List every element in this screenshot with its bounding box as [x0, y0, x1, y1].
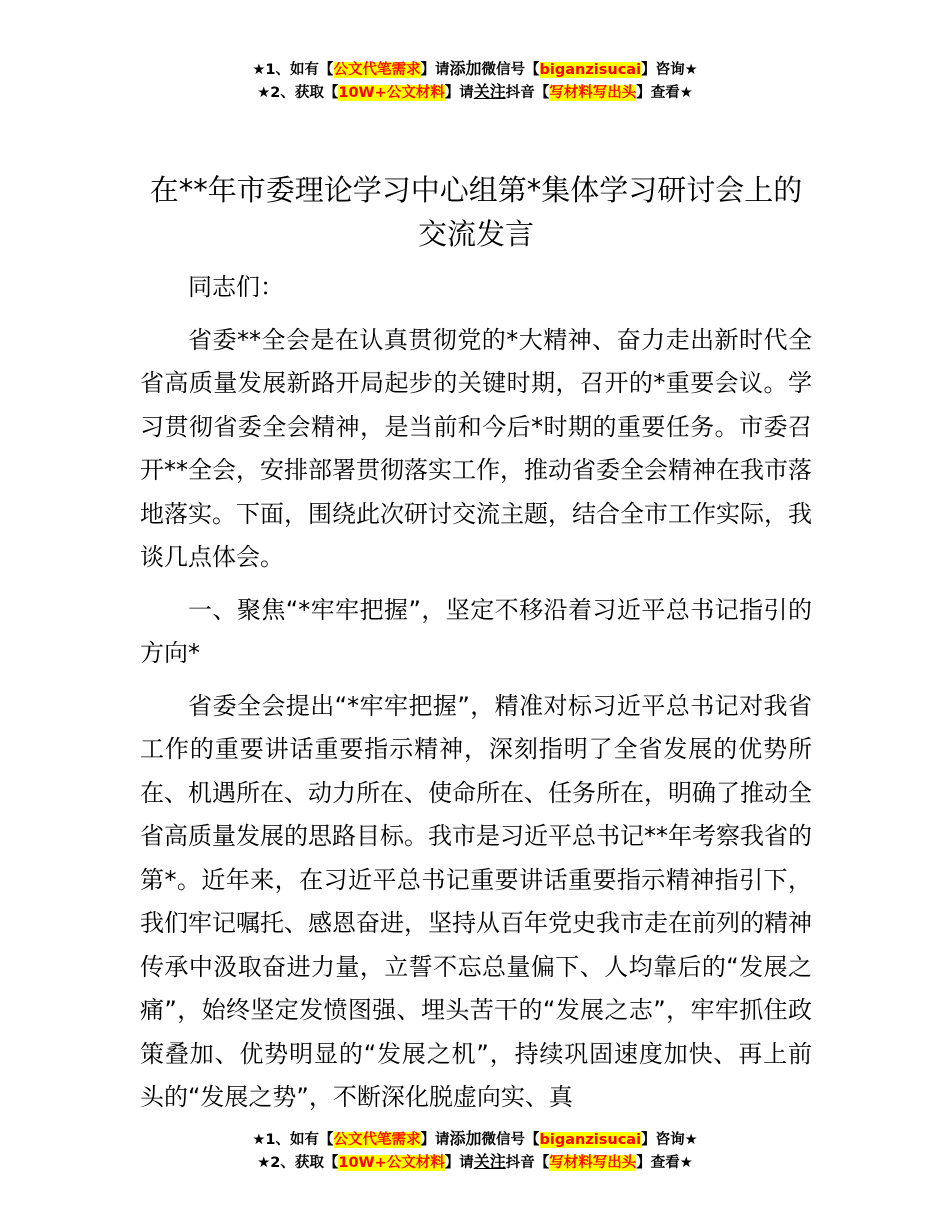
salutation: 同志们：: [188, 273, 284, 301]
document-title: 在**年市委理论学习中心组第*集体学习研讨会上的交流发言: [149, 173, 803, 251]
document-body: [140, 266, 812, 1120]
highlight-writing-service: 公文代笔需求: [333, 1132, 421, 1148]
paragraph-intro: 省委**全会是在认真贯彻党的*大精神、奋力走出新时代全省高质量发展新路开局起步的关键时期，召开的*重要会议。学习贯彻省委全会精神，是当前和今后*时期的重要任务。市委召开**全会，安排部署贯彻落实工作，推动省委全会精神在我市落地落实。下面，围绕此次研讨交流主题，结合全市工作实际，我谈几点体会。: [140, 325, 812, 571]
banner-line-1: ★1、如有【公文代笔需求】请添加微信号【biganzisucai】咨询★: [252, 59, 698, 78]
header-banner: [0, 58, 950, 104]
banner-line-2: ★2、获取【10W+公文材料】请关注抖音【写材料写出头】查看★: [257, 82, 693, 101]
highlight-materials: 10W+公文材料: [338, 85, 445, 101]
paragraph-section-1: 省委全会提出“*牢牢把握”，精准对标习近平总书记对我省工作的重要讲话重要指示精神，深刻指明了全省发展的优势所在、机遇所在、动力所在、使命所在、任务所在，明确了推动全省高质量发展的思路目标。我市是习近平总书记**年考察我省的第*。近年来，在习近平总书记重要讲话重要指示精神指引下，我们牢记嘱托、感恩奋进，坚持从百年党史我市走在前列的精神传承中汲取奋进力量，立誓不忘总量偏下、人均靠后的“发展之痛”，始终坚定发愤图强、埋头苦干的“发展之志”，牢牢抓住政策叠加、优势明显的“发展之机”，持续巩固速度加快、再上前头的“发展之势”，不断深化脱虚向实、真: [140, 691, 812, 1111]
highlight-douyin-account: 写材料写出头: [549, 85, 637, 101]
section-heading-1: 一、聚焦“*牢牢把握”，坚定不移沿着习近平总书记指引的方向*: [140, 595, 812, 667]
banner-line-2: ★2、获取【10W+公文材料】请关注抖音【写材料写出头】查看★: [257, 1152, 693, 1171]
highlight-materials: 10W+公文材料: [338, 1155, 445, 1171]
highlight-wechat-id: biganzisucai: [539, 1132, 642, 1148]
highlight-douyin-account: 写材料写出头: [549, 1155, 637, 1171]
banner-line-1: ★1、如有【公文代笔需求】请添加微信号【biganzisucai】咨询★: [252, 1129, 698, 1148]
highlight-wechat-id: biganzisucai: [539, 62, 642, 78]
footer-banner: [0, 1128, 950, 1174]
highlight-writing-service: 公文代笔需求: [333, 62, 421, 78]
